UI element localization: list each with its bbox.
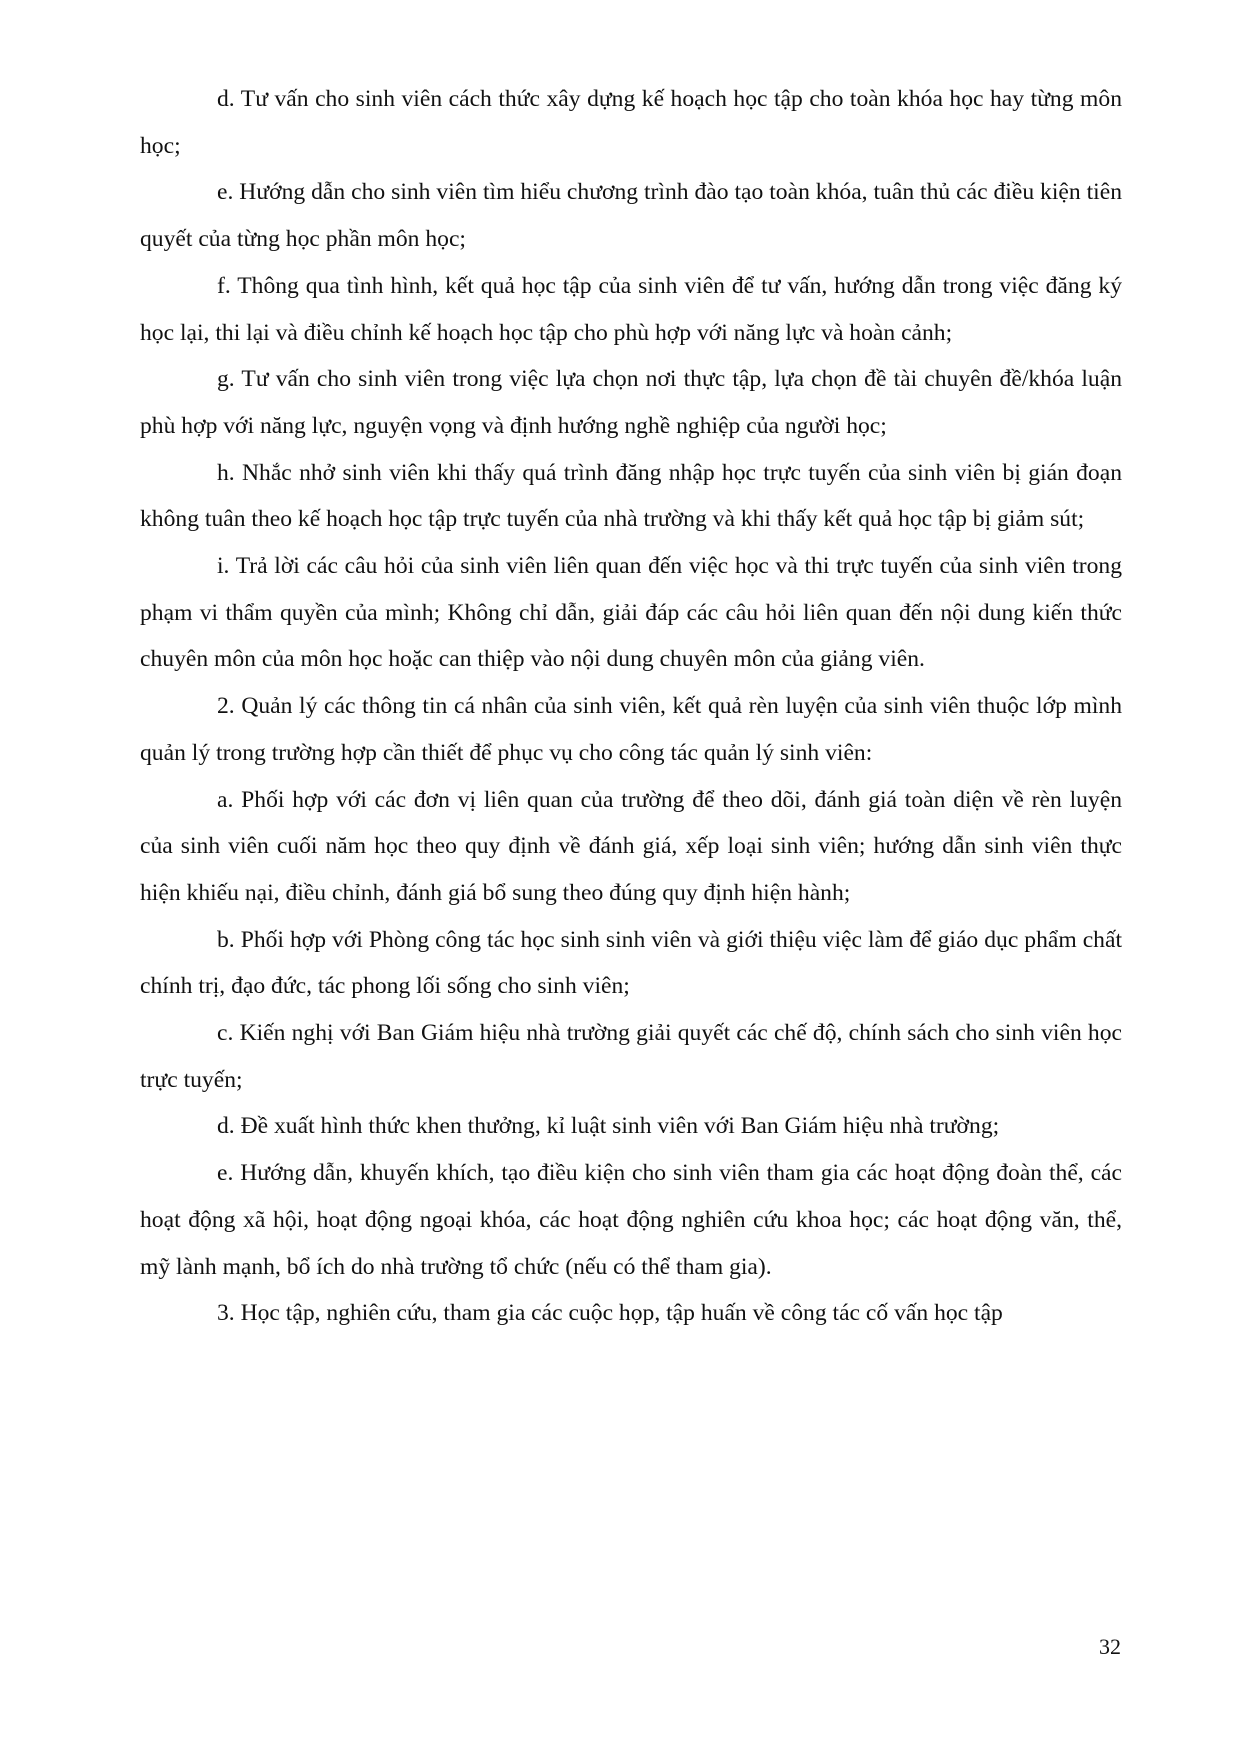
paragraph-d-rewards: d. Đề xuất hình thức khen thưởng, kỉ luật sinh viên với Ban Giám hiệu nhà trường; [217,1113,1000,1140]
paragraph-b-education: b. Phối hợp với Phòng công tác học sinh sinh viên và giới thiệu việc làm để giáo dục phẩm chất chính trị, đạo đức, tác phong lối sống cho sinh viên; [140,926,1122,1000]
paragraph-h-reminder: h. Nhắc nhở sinh viên khi thấy quá trình đăng nhập học trực tuyến của sinh viên bị gián đoạn không tuân theo kế hoạch học tập trực tuyến của nhà trường và khi thấy kết quả học tập bị giảm sút; [140,459,1122,533]
paragraph-i-questions: i. Trả lời các câu hỏi của sinh viên liên quan đến việc học và thi trực tuyến của sinh viên trong phạm vi thẩm quyền của mình; Không chỉ dẫn, giải đáp các câu hỏi liên quan đến nội dung kiến thức chuyên môn của môn học hoặc can thiệp vào nội dung chuyên môn của giảng viên. [140,553,1122,673]
page-number: 32 [1099,1634,1121,1659]
paragraph-f-retake: f. Thông qua tình hình, kết quả học tập của sinh viên để tư vấn, hướng dẫn trong việc đăng ký học lại, thi lại và điều chỉnh kế hoạch học tập cho phù hợp với năng lực và hoàn cảnh; [140,272,1122,346]
paragraph-d-study-plan: d. Tư vấn cho sinh viên cách thức xây dựng kế hoạch học tập cho toàn khóa học hay từng môn học; [140,86,1122,159]
paragraph-e-activities: e. Hướng dẫn, khuyến khích, tạo điều kiện cho sinh viên tham gia các hoạt động đoàn thể, các hoạt động xã hội, hoạt động ngoại khóa, các hoạt động nghiên cứu khoa học; các hoạt động văn, thể, mỹ lành mạnh, bổ ích do nhà trường tổ chức (nếu có thể tham gia). [140,1160,1122,1280]
paragraph-g-internship: g. Tư vấn cho sinh viên trong việc lựa chọn nơi thực tập, lựa chọn đề tài chuyên đề/khóa luận phù hợp với năng lực, nguyện vọng và định hướng nghề nghiệp của người học; [140,366,1122,439]
paragraph-a-coordination: a. Phối hợp với các đơn vị liên quan của trường để theo dõi, đánh giá toàn diện về rèn luyện của sinh viên cuối năm học theo quy định về đánh giá, xếp loại sinh viên; hướng dẫn sinh viên thực hiện khiếu nại, điều chỉnh, đánh giá bổ sung theo đúng quy định hiện hành; [140,786,1122,906]
paragraph-c-policy: c. Kiến nghị với Ban Giám hiệu nhà trường giải quyết các chế độ, chính sách cho sinh viên học trực tuyến; [140,1020,1122,1093]
document-body [140,76,1122,1337]
paragraph-e-curriculum: e. Hướng dẫn cho sinh viên tìm hiểu chương trình đào tạo toàn khóa, tuân thủ các điều kiện tiên quyết của từng học phần môn học; [140,179,1122,253]
paragraph-2-management: 2. Quản lý các thông tin cá nhân của sinh viên, kết quả rèn luyện của sinh viên thuộc lớp mình quản lý trong trường hợp cần thiết để phục vụ cho công tác quản lý sinh viên: [140,693,1122,766]
paragraph-3-training: 3. Học tập, nghiên cứu, tham gia các cuộc họp, tập huấn về công tác cố vấn học tập [217,1300,1003,1327]
